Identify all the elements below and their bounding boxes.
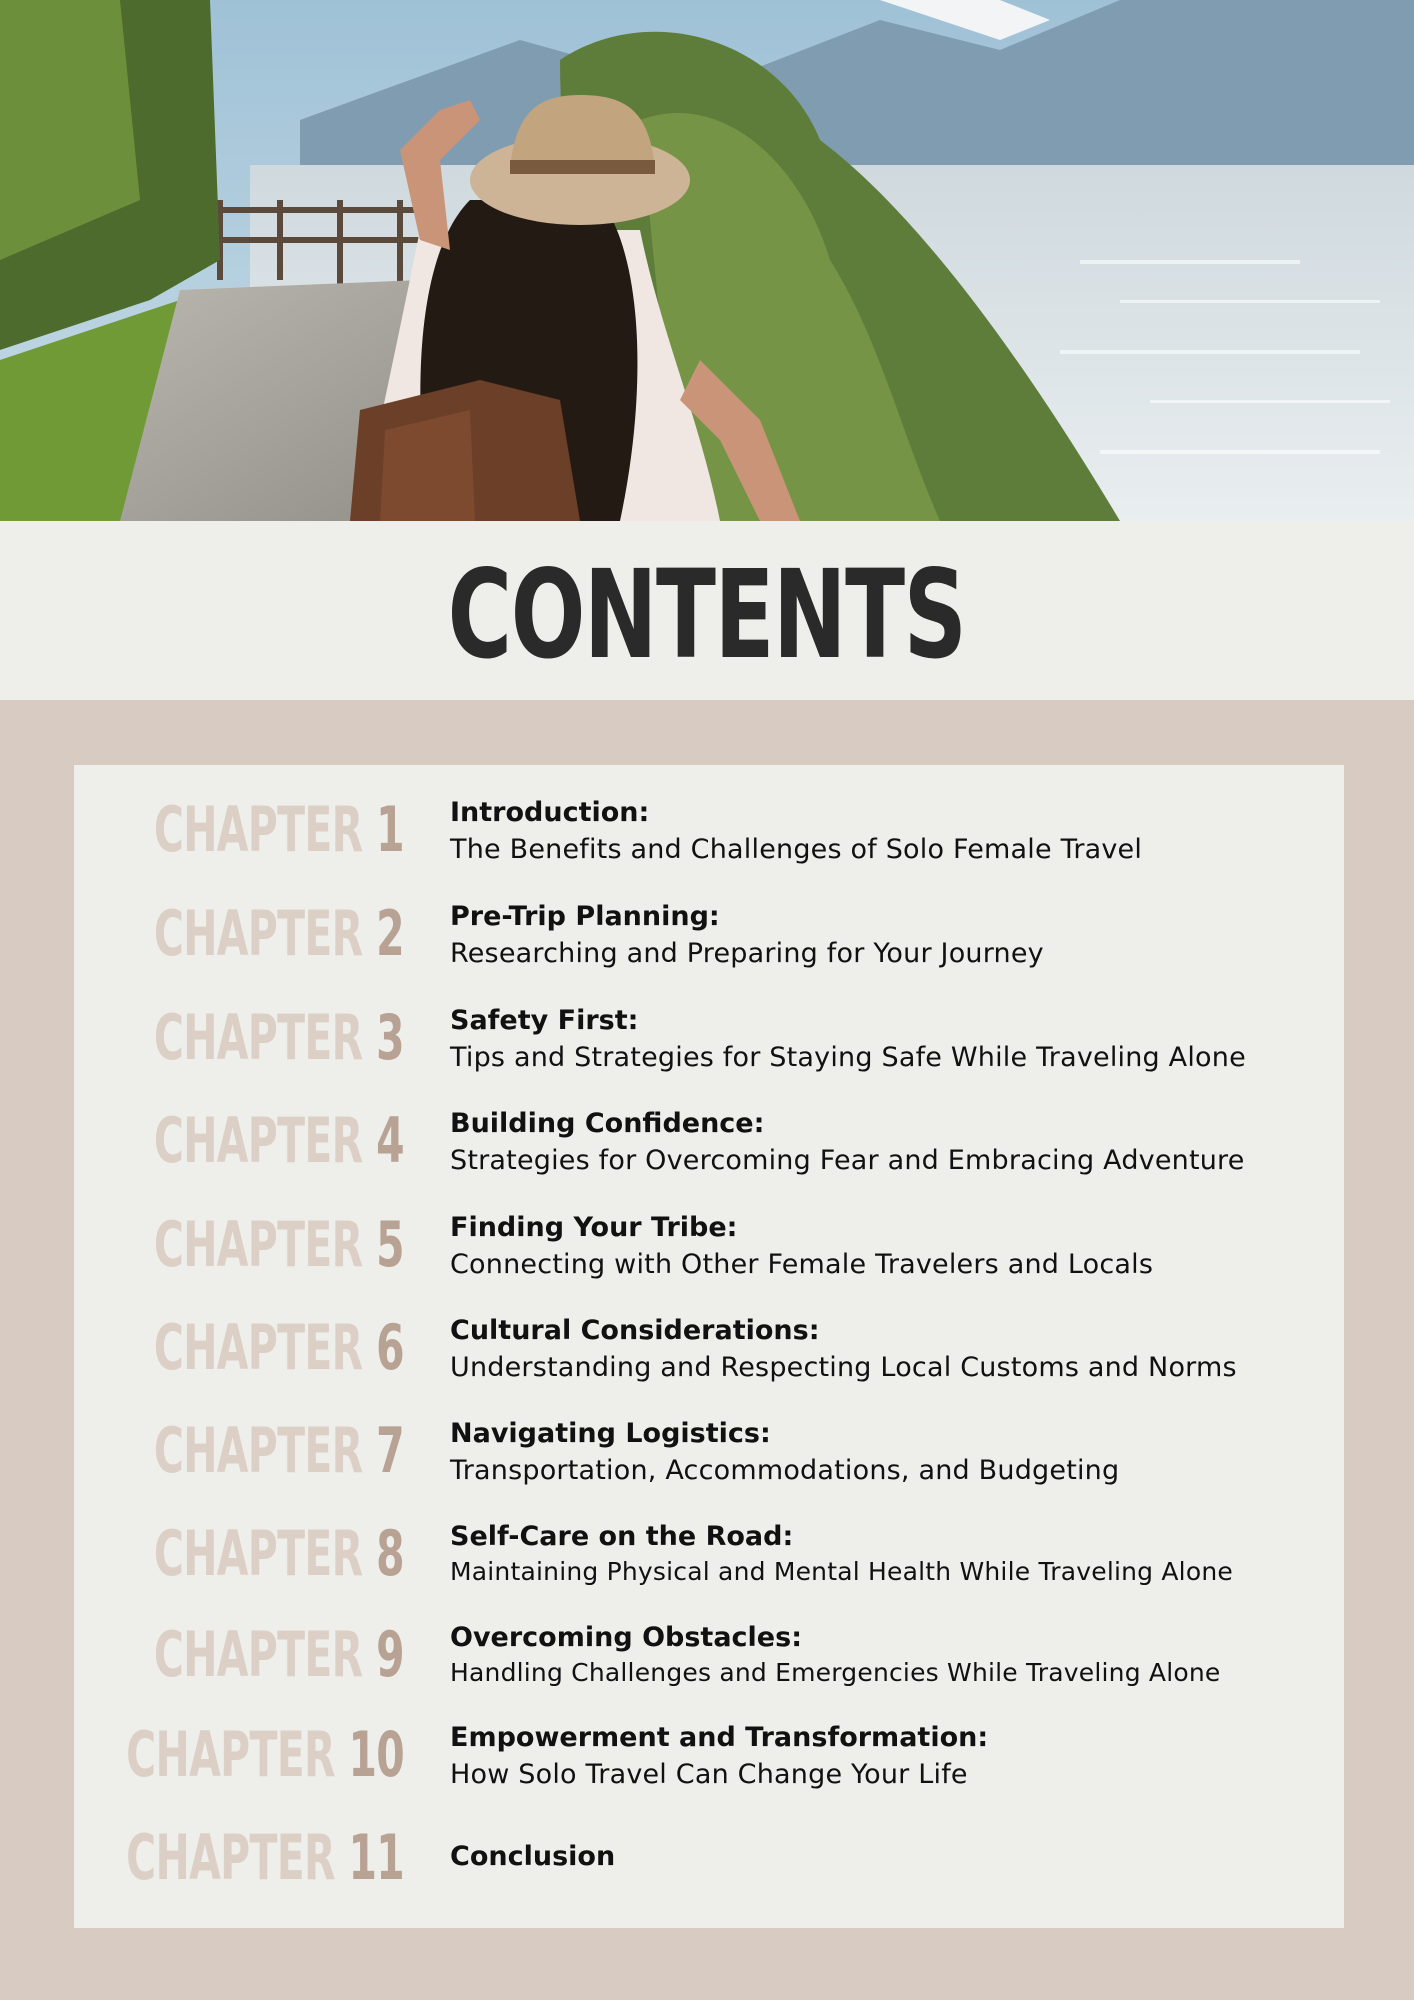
chapter-row-2[interactable] (74, 899, 1344, 989)
chapter-label: CHAPTER 6 (153, 1311, 404, 1384)
chapter-label: CHAPTER 7 (153, 1414, 404, 1487)
page-title: CONTENTS (448, 543, 966, 686)
chapter-row-9[interactable] (74, 1620, 1344, 1710)
chapter-label: CHAPTER 4 (153, 1104, 404, 1177)
chapter-subtitle: Transportation, Accommodations, and Budgeting (450, 1455, 1120, 1486)
title-band (0, 521, 1414, 700)
chapter-subtitle: The Benefits and Challenges of Solo Female Travel (450, 834, 1143, 865)
chapter-subtitle: Researching and Preparing for Your Journey (450, 938, 1044, 969)
chapter-row-4[interactable] (74, 1106, 1344, 1196)
chapter-subtitle: Tips and Strategies for Staying Safe While Traveling Alone (450, 1042, 1246, 1073)
chapter-heading: Self-Care on the Road: (450, 1521, 794, 1552)
woman-with-hat-lake-photo-icon (0, 0, 1414, 521)
chapter-heading: Cultural Considerations: (450, 1315, 820, 1346)
chapter-label: CHAPTER 8 (153, 1517, 404, 1590)
chapter-row-6[interactable] (74, 1313, 1344, 1403)
chapter-row-5[interactable] (74, 1210, 1344, 1300)
chapter-heading: Introduction: (450, 797, 650, 828)
chapter-label: CHAPTER 9 (153, 1618, 404, 1691)
chapter-heading: Navigating Logistics: (450, 1418, 771, 1449)
chapter-row-7[interactable] (74, 1416, 1344, 1506)
chapter-subtitle: Strategies for Overcoming Fear and Embracing Adventure (450, 1145, 1245, 1176)
chapter-label: CHAPTER 2 (153, 897, 404, 970)
chapter-label: CHAPTER 5 (153, 1208, 404, 1281)
chapter-label: CHAPTER 10 (126, 1718, 404, 1791)
chapter-subtitle: How Solo Travel Can Change Your Life (450, 1759, 968, 1790)
chapter-label: CHAPTER 3 (153, 1001, 404, 1074)
chapter-subtitle: Maintaining Physical and Mental Health While Traveling Alone (450, 1557, 1233, 1586)
hero-photo (0, 0, 1414, 521)
contents-card (74, 765, 1344, 1928)
chapter-heading: Building Confidence: (450, 1108, 765, 1139)
chapter-heading: Pre-Trip Planning: (450, 901, 720, 932)
chapter-subtitle: Understanding and Respecting Local Customs and Norms (450, 1352, 1237, 1383)
chapter-heading: Safety First: (450, 1005, 639, 1036)
chapter-heading: Empowerment and Transformation: (450, 1722, 989, 1753)
chapter-row-1[interactable] (74, 795, 1344, 885)
chapter-heading: Conclusion (450, 1841, 616, 1872)
chapter-row-11[interactable] (74, 1823, 1344, 1913)
chapter-row-3[interactable] (74, 1003, 1344, 1093)
chapter-row-8[interactable] (74, 1519, 1344, 1609)
chapter-label: CHAPTER 11 (126, 1821, 404, 1894)
chapter-subtitle: Connecting with Other Female Travelers and Locals (450, 1249, 1154, 1280)
chapter-heading: Finding Your Tribe: (450, 1212, 738, 1243)
chapter-row-10[interactable] (74, 1720, 1344, 1810)
chapter-label: CHAPTER 1 (153, 793, 404, 866)
chapter-subtitle: Handling Challenges and Emergencies While Traveling Alone (450, 1658, 1221, 1687)
chapter-heading: Overcoming Obstacles: (450, 1622, 802, 1653)
